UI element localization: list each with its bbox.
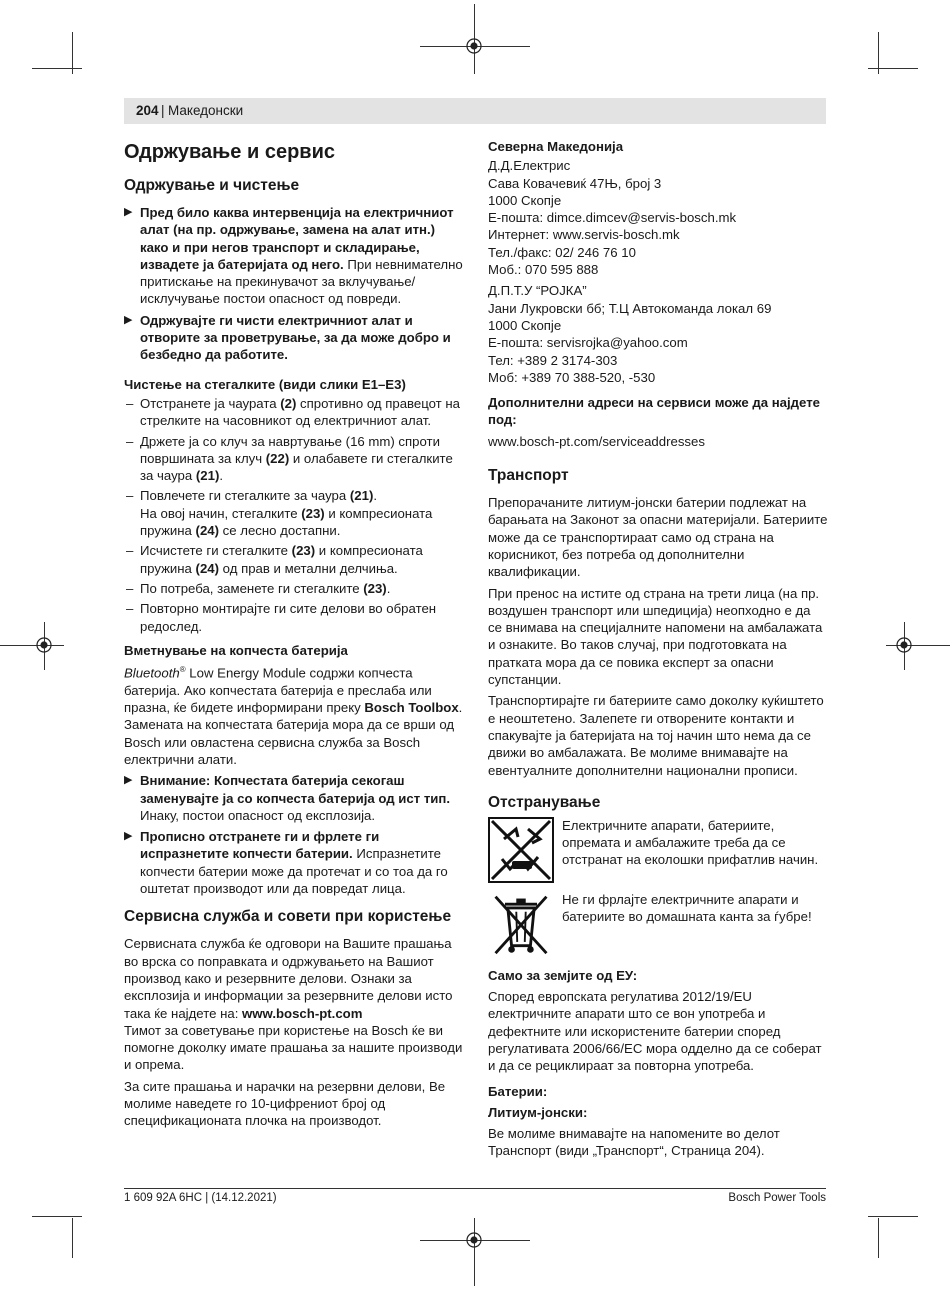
address-line: Тел: +389 2 3174-303 <box>488 352 618 368</box>
service-addresses-link[interactable]: www.bosch-pt.com/serviceaddresses <box>488 433 705 449</box>
dash-bullet: – <box>126 601 134 617</box>
step-text: Отстранете ја чаурата (2) спротивно од правецот на стрелките на часовникот од електричниот алат. <box>140 395 461 429</box>
coin-battery-paragraph <box>124 661 464 768</box>
address-line: Е-пошта: servisrojka@yahoo.com <box>488 335 688 351</box>
bullet-text: Инаку, постои опасност од експлозија. <box>140 807 376 823</box>
recycling-symbol-icon <box>488 817 554 883</box>
service-paragraph: За сите прашања и нарачки на резервни делови, Ве молиме наведете го 10-цифрениот број од спецификационата плочка на производот. <box>124 1078 446 1129</box>
paragraph-text: Сервисната служба ќе одговори на Вашите прашања во врска со поправката и одржувањето на Вашиот производ како и резервните делови. Ознаки за експлозија и информации за резервните делови исто така ќе најдете на: <box>124 936 453 1021</box>
disposal-heading: Отстранување <box>488 793 601 811</box>
eu-heading: Само за земјите од ЕУ: <box>488 967 638 983</box>
registration-mark-icon <box>465 1231 483 1249</box>
right-column <box>488 138 828 1164</box>
address-line: Моб.: 070 595 888 <box>488 262 599 278</box>
address-line: Интернет: www.servis-bosch.mk <box>488 227 680 243</box>
triangle-bullet-icon: ▶ <box>124 830 133 843</box>
address-line: Тел./факс: 02/ 246 76 10 <box>488 244 636 260</box>
bullet-bold-text: Внимание: Копчестата батерија секогаш заменувајте ја со копчеста батерија од ист тип. <box>140 773 451 806</box>
paragraph-text: Low Energy Module содржи копчеста батерија. Ако копчестата батерија е преслаба или празна, ќе бидете информирани преку <box>124 665 432 716</box>
address-line: Јани Лукровски бб; Т.Ц Автокоманда локал 69 <box>488 300 772 316</box>
crop-mark <box>0 645 64 646</box>
transport-paragraph: Препорачаните литиум-јонски батерии подлежат на барањата на Законот за опасни материјали. Батериите може да се транспортираат само од страна на корисникот, без потреба од дополнителни квалификации. <box>488 495 828 580</box>
dash-bullet: – <box>126 395 134 411</box>
crossed-out-bin-icon <box>488 891 554 957</box>
service-paragraph <box>124 935 464 1021</box>
cleaning-step <box>124 487 464 539</box>
bullet-bold-text: Одржувајте ги чисти електричниот алат и отворите за проветрување, за да може добро и безбедно да работите. <box>140 312 451 363</box>
bosch-website-link[interactable]: www.bosch-pt.com <box>242 1005 363 1021</box>
coin-battery-heading: Вметнување на копчеста батерија <box>124 642 348 658</box>
address-line: Моб: +389 70 388-520, -530 <box>488 369 656 385</box>
bullet-bold-text: Пред било каква интервенција на електричниот алат (на пр. одржување, замена на алат итн.) како и при негов транспорт и складирање, извадете ја батеријата од него. <box>140 205 454 272</box>
registration-mark-icon <box>35 636 53 654</box>
warning-bullet <box>124 312 464 364</box>
triangle-bullet-icon: ▶ <box>124 774 133 787</box>
crop-mark <box>868 68 918 69</box>
step-text: По потреба, заменете ги стегалките (23). <box>140 580 391 596</box>
paragraph-text: . Замената на копчестата батерија мора да се врши од Bosch или овластена сервисна служба за Bosch електрични алати. <box>124 700 463 767</box>
bullet-text: При невнимателно притискање на прекинувачот за вклучување/исклучување постои опасност од повреди. <box>140 256 463 307</box>
section-title: Одржување и сервис <box>124 141 335 163</box>
cleaning-step <box>124 433 464 485</box>
li-ion-heading: Литиум-јонски: <box>488 1104 588 1120</box>
dash-bullet: – <box>126 543 134 559</box>
service-address-2 <box>488 282 828 386</box>
disposal-text: Не ги фрлајте електричните апарати и батериите во домашната канта за ѓубре! <box>562 891 812 925</box>
header-language: Македонски <box>168 103 244 118</box>
step-text: Исчистете ги стегалките (23) и компресионата пружина (24) од прав и метални делчиња. <box>140 543 423 576</box>
step-text: Повторно монтирајте ги сите делови во обратен редослед. <box>140 601 437 634</box>
cleaning-steps-list <box>124 395 464 635</box>
bullet-text: Испразнетите копчести батерии може да протечат и со тоа да го оштетат производот или да повредат лица. <box>140 846 448 897</box>
service-paragraph: Тимот за советување при користење на Bosch ќе ви помогне доколку имате прашања за нашите производи и опрема. <box>124 1022 463 1073</box>
crop-mark <box>474 1218 475 1286</box>
brand-footer: Bosch Power Tools <box>728 1192 826 1204</box>
warning-bullet <box>124 828 464 897</box>
li-ion-paragraph: Ве молиме внимавајте на напомените во делот Транспорт (види „Транспорт“, Страница 204). <box>488 1126 780 1159</box>
crop-mark <box>72 1218 73 1258</box>
more-addresses-heading: Дополнителни адреси на сервиси може да најдете под: <box>488 395 820 428</box>
registration-mark-icon <box>465 37 483 55</box>
crop-mark <box>32 1216 82 1217</box>
transport-heading: Транспорт <box>488 467 569 485</box>
address-line: Е-пошта: dimce.dimcev@servis-bosch.mk <box>488 210 737 226</box>
page-number: 204 <box>136 103 159 118</box>
country-heading: Северна Македонија <box>488 139 624 154</box>
warning-bullet <box>124 204 464 308</box>
eu-paragraph: Според европската регулатива 2012/19/EU електричните апарати што се вон употреба и дефектните или искористените батерии според регулативата 2006/66/EC мора одделно да се соберат и да се рециклираат за повторна употреба. <box>488 989 822 1074</box>
warning-bullet <box>124 772 464 824</box>
disposal-item <box>488 891 828 957</box>
triangle-bullet-icon: ▶ <box>124 313 133 326</box>
address-line: Д.Д.Електрис <box>488 158 571 174</box>
registration-mark-icon <box>895 636 913 654</box>
crop-mark <box>868 1216 918 1217</box>
bluetooth-term: Bluetooth <box>124 665 180 681</box>
header-separator: | <box>161 103 165 118</box>
disposal-text: Електричните апарати, батериите, опремата и амбалажите треба да се отстранат на еколошки прифатлив начин. <box>562 817 819 868</box>
document-id: 1 609 92A 6HC | (14.12.2021) <box>124 1192 277 1204</box>
dash-bullet: – <box>126 488 134 504</box>
cleaning-heading: Чистење на стегалките (види слики E1–E3) <box>124 376 406 392</box>
crop-mark <box>878 1218 879 1258</box>
bullet-bold-text: Прописно отстранете ги и фрлете ги испразнетите копчести батерии. <box>140 829 380 862</box>
cleaning-step <box>124 600 464 635</box>
cleaning-step <box>124 542 464 577</box>
service-address-1 <box>488 157 828 278</box>
dash-bullet: – <box>126 580 134 596</box>
left-column <box>124 140 464 1134</box>
triangle-bullet-icon: ▶ <box>124 206 133 218</box>
transport-paragraph: При пренос на истите од страна на трети лица (на пр. воздушен транспорт или шпедиција) неопходно е да се внимава на специјалните напомени на амбалажата и ознаките. Во таков случај, при подготовката на пратката мора да се повика експерт за опасни супстанции. <box>488 585 823 688</box>
address-line: 1000 Скопје <box>488 317 562 333</box>
step-text: Држете ја со клуч за навртување (16 mm) спроти површината за клуч (22) и олабавете ги стегалките за чаура (21). <box>140 433 453 484</box>
maintenance-heading: Одржување и чистење <box>124 177 300 194</box>
dash-bullet: – <box>126 433 134 449</box>
address-line: Сава Ковачевиќ 47Њ, број 3 <box>488 175 662 191</box>
transport-paragraph: Транспортирајте ги батериите само доколку куќиштето е неоштетено. Залепете ги отворените контакти и спакувајте ја батеријата на тој начин што нема да се движи во амбалажата. Ве молиме внимавајте на евентуалните дополнителни национални прописи. <box>488 693 824 778</box>
registered-mark: ® <box>179 665 186 675</box>
address-line: Д.П.Т.У “РОЈКА” <box>488 283 587 299</box>
footer-rule <box>124 1188 826 1189</box>
service-heading: Сервисна служба и совети при користење <box>124 908 452 926</box>
address-line: 1000 Скопје <box>488 192 562 208</box>
cleaning-step <box>124 580 464 597</box>
bosch-toolbox-term: Bosch Toolbox <box>364 700 459 716</box>
cleaning-step <box>124 395 464 430</box>
disposal-item <box>488 817 828 883</box>
batteries-heading: Батерии: <box>488 1083 548 1099</box>
step-text: Повлечете ги стегалките за чаура (21). На овој начин, стегалките (23) и компресионата пружина (24) се лесно достапни. <box>140 488 433 539</box>
crop-mark <box>32 68 82 69</box>
